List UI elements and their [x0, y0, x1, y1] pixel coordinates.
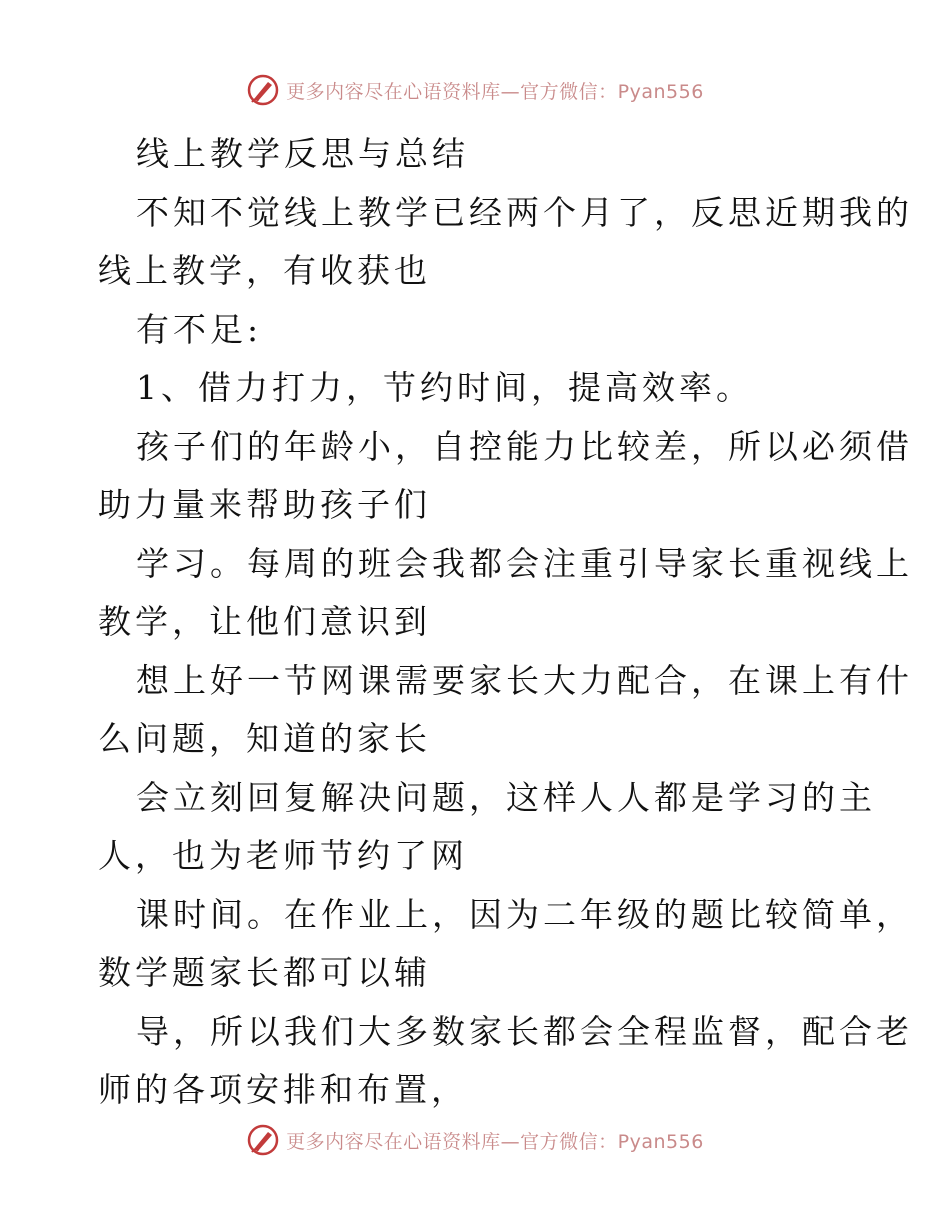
- document-body: [98, 125, 913, 1120]
- watermark-text: 更多内容尽在心语资料库—官方微信：Pyan556: [286, 80, 704, 103]
- document-line: 数学题家长都可以辅: [98, 953, 431, 992]
- document-line: 人，也为老师节约了网: [98, 836, 468, 875]
- document-line: 线上教学，有收获也: [98, 251, 431, 290]
- document-line: 1、借力打力，节约时间，提高效率。: [136, 368, 753, 407]
- pen-circle-logo-icon: [246, 73, 280, 107]
- header-watermark: [0, 70, 950, 110]
- document-line: 线上教学反思与总结: [136, 134, 469, 173]
- document-line: 有不足:: [136, 309, 263, 349]
- pen-circle-logo-icon: [246, 1123, 280, 1157]
- document-line: 会立刻回复解决问题，这样人人都是学习的主: [136, 777, 876, 817]
- document-line: 助力量来帮助孩子们: [98, 485, 431, 524]
- document-line: 么问题，知道的家长: [98, 719, 431, 758]
- document-line: 导，所以我们大多数家长都会全程监督，配合老: [136, 1011, 913, 1051]
- document-line: 不知不觉线上教学已经两个月了，反思近期我的: [136, 192, 913, 232]
- document-line: 学习。每周的班会我都会注重引导家长重视线上: [136, 543, 913, 583]
- footer-watermark: [0, 1120, 950, 1160]
- document-line: 师的各项安排和布置，: [98, 1070, 468, 1109]
- document-line: 想上好一节网课需要家长大力配合，在课上有什: [136, 660, 913, 700]
- watermark-text: 更多内容尽在心语资料库—官方微信：Pyan556: [286, 1130, 704, 1153]
- document-line: 课时间。在作业上，因为二年级的题比较简单，: [136, 894, 913, 934]
- document-line: 孩子们的年龄小，自控能力比较差，所以必须借: [136, 426, 913, 466]
- document-line: 教学，让他们意识到: [98, 602, 431, 641]
